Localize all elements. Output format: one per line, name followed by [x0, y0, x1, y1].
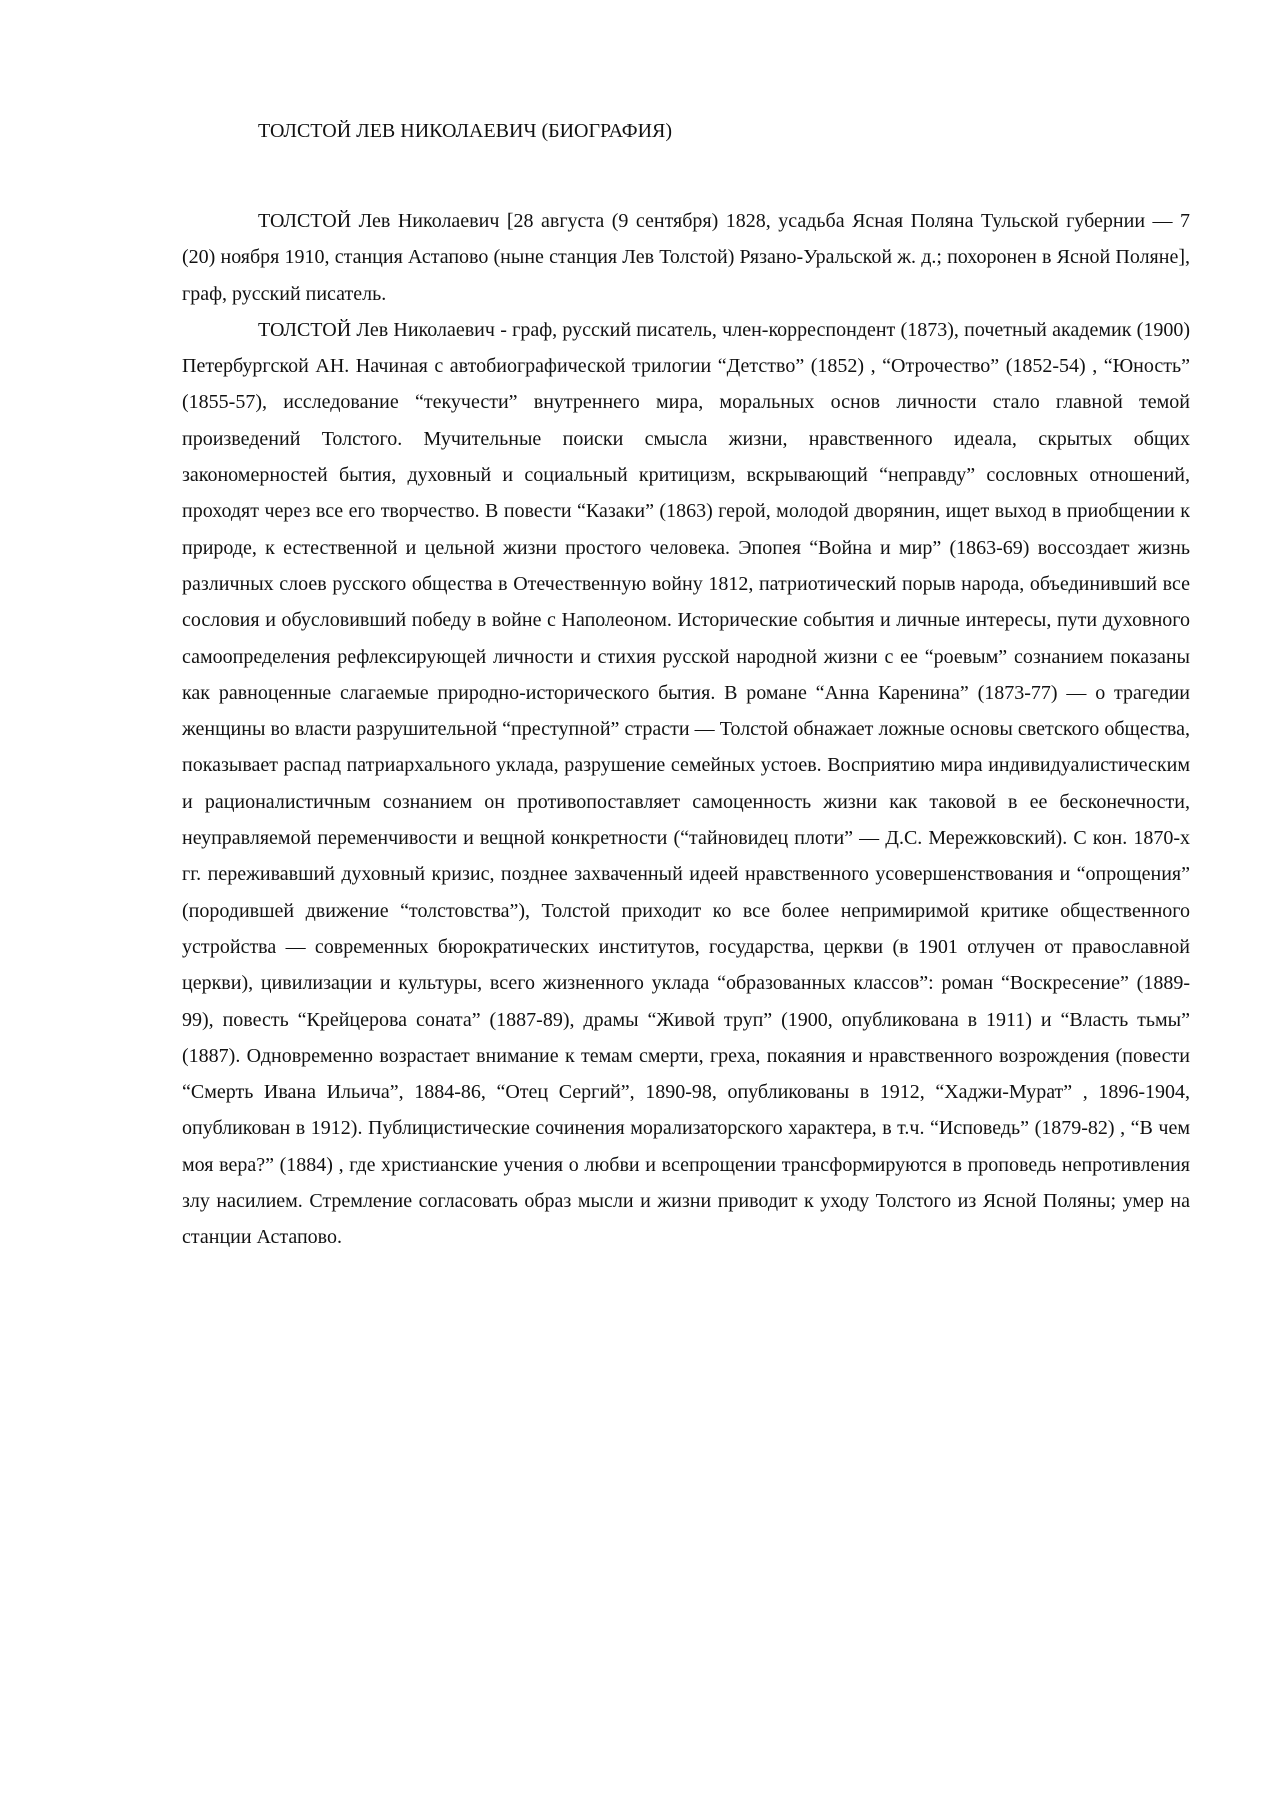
paragraph-biography: ТОЛСТОЙ Лев Николаевич - граф, русский писатель, член-корреспондент (1873), почетный академик (1900) Петербургской АН. Начиная с автобиографической трилогии “Детство” (1852) , “Отрочество” (1852-54) , “Юность” (1855-57), исследование “текучести” внутреннего мира, моральных основ личности стало главной темой произведений Толстого. Мучительные поиски смысла жизни, нравственного идеала, скрытых общих закономерностей бытия, духовный и социальный критицизм, вскрывающий “неправду” сословных отношений, проходят через все его творчество. В повести “Казаки” (1863) герой, молодой дворянин, ищет выход в приобщении к природе, к естественной и цельной жизни простого человека. Эпопея “Война и мир” (1863-69) воссоздает жизнь различных слоев русского общества в Отечественную войну 1812, патриотический порыв народа, объединивший все сословия и обусловивший победу в войне с Наполеоном. Исторические события и личные интересы, пути духовного самоопределения рефлексирующей личности и стихия русской народной жизни с ее “роевым” сознанием показаны как равноценные слагаемые природно-исторического бытия. В романе “Анна Каренина” (1873-77) — о трагедии женщины во власти разрушительной “преступной” страсти — Толстой обнажает ложные основы светского общества, показывает распад патриархального уклада, разрушение семейных устоев. Восприятию мира индивидуалистическим и рационалистичным сознанием он противопоставляет самоценность жизни как таковой в ее бесконечности, неуправляемой переменчивости и вещной конкретности (“тайновидец плоти” — Д.С. Мережковский). С кон. 1870-х гг. переживавший духовный кризис, позднее захваченный идеей нравственного усовершенствования и “опрощения” (породившей движение “толстовства”), Толстой приходит ко все более непримиримой критике общественного устройства — современных бюрократических институтов, государства, церкви (в 1901 отлучен от православной церкви), цивилизации и культуры, всего жизненного уклада “образованных классов”: роман “Воскресение” (1889-99), повесть “Крейцерова соната” (1887-89), драмы “Живой труп” (1900, опубликована в 1911) и “Власть тьмы” (1887). Одновременно возрастает внимание к темам смерти, греха, покаяния и нравственного возрождения (повести “Смерть Ивана Ильича”, 1884-86, “Отец Сергий”, 1890-98, опубликованы в 1912, “Хаджи-Мурат” , 1896-1904, опубликован в 1912). Публицистические сочинения морализаторского характера, в т.ч. “Исповедь” (1879-82) , “В чем моя вера?” (1884) , где христианские учения о любви и всепрощении трансформируются в проповедь непротивления злу насилием. Стремление согласовать образ мысли и жизни приводит к уходу Толстого из Ясной Поляны; умер на станции Астапово.	[182, 318, 1190, 1249]
document-body	[182, 203, 1190, 1256]
document-title: ТОЛСТОЙ ЛЕВ НИКОЛАЕВИЧ (БИОГРАФИЯ)	[258, 120, 673, 142]
paragraph-intro: ТОЛСТОЙ Лев Николаевич [28 августа (9 сентября) 1828, усадьба Ясная Поляна Тульской губернии — 7 (20) ноября 1910, станция Астапово (ныне станция Лев Толстой) Рязано-Уральской ж. д.; похоронен в Ясной Поляне], граф, русский писатель.	[182, 210, 1190, 305]
